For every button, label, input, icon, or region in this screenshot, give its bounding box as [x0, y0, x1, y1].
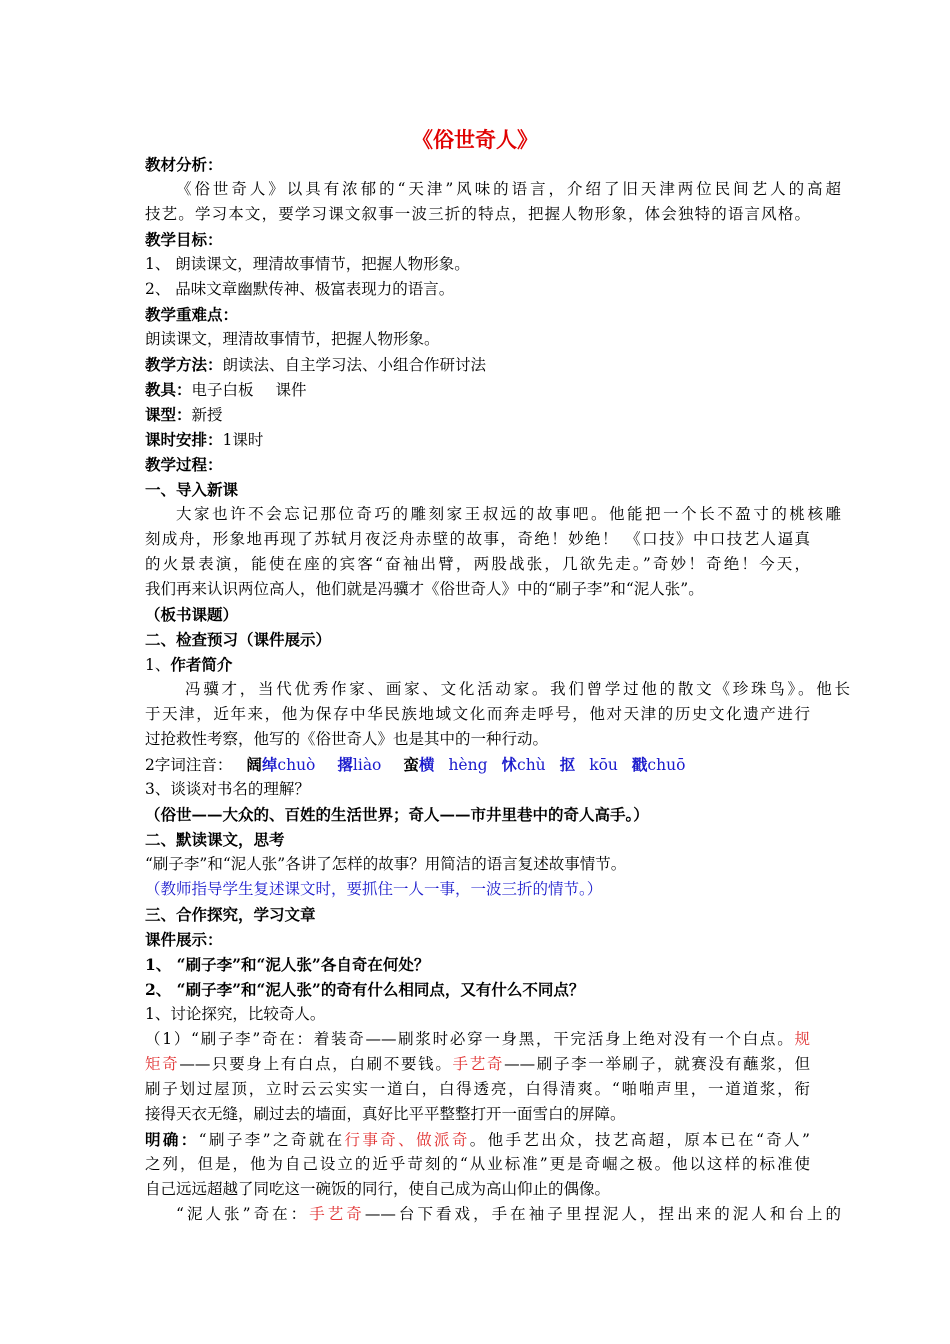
analysis-line-1: 《俗世奇人》以具有浓郁的“天津”风味的语言，介绍了旧天津两位民间艺人的高超	[176, 180, 841, 198]
tools-label: 教具：	[145, 380, 192, 399]
author-num: 1、	[145, 656, 171, 674]
method-line	[145, 352, 810, 378]
author-line-2: 于天津，近年来，他为保存中华民族地域文化而奔走呼号，他对天津的历史文化遗产进行	[145, 705, 810, 723]
shuazi-line-2-b: ——刷子李一举刷子，就赛没有蘸浆，但	[504, 1055, 810, 1073]
goals-heading: 教学目标：	[145, 230, 223, 249]
explore-discuss: 1、讨论探究，比较奇人。	[145, 1005, 326, 1023]
shuazi-line-1-text: （1）“刷子李”奇在：着装奇——刷浆时必穿一身黑，干完活身上绝对没有一个白点。	[145, 1030, 795, 1048]
analysis-line-2: 技艺。学习本文，要学习课文叙事一波三折的特点，把握人物形象，体会独特的语言风格。	[145, 205, 810, 223]
clear-line-1-b: 。他手艺出众，技艺高超，原本已在“奇人”	[469, 1131, 810, 1149]
silent-tip: （教师指导学生复述课文时，要抓住一人一事，一波三折的情节。）	[145, 880, 603, 898]
silent-question: “刷子李”和“泥人张”各讲了怎样的故事？用简洁的语言复述故事情节。	[145, 855, 627, 873]
word-2: 撂	[337, 755, 353, 774]
intro-line-4: 我们再来认识两位高人，他们就是冯骥才《俗世奇人》中的“刷子李”和“泥人张”。	[145, 580, 704, 598]
intro-line-1: 大家也许不会忘记那位奇巧的雕刻家王叔远的故事吧。他能把一个长不盈寸的桃核雕	[176, 505, 841, 523]
type-label: 课型：	[145, 405, 192, 424]
hours-line	[145, 427, 810, 453]
explore-question-2: 2、 “刷子李”和“泥人张”的奇有什么相同点，又有什么不同点？	[145, 980, 585, 999]
clear-line-2: 之列，但是，他为自己设立的近乎苛刻的“从业标准”更是奇崛之极。他以这样的标准使	[145, 1155, 810, 1173]
shuazi-rule-red-2: 矩奇	[145, 1055, 180, 1073]
word-1a: 阔	[246, 755, 262, 774]
tools-value-1: 电子白板	[191, 381, 254, 399]
shuazi-rule-red-1: 规	[794, 1030, 810, 1048]
pinyin-5: kōu	[589, 756, 618, 774]
pinyin-3: hèng	[448, 756, 488, 774]
hours-value: 1课时	[222, 431, 264, 449]
niren-line-1	[145, 1202, 841, 1227]
explore-heading: 三、合作探究，学习文章	[145, 905, 316, 924]
tools-line	[145, 377, 810, 403]
analysis-heading: 教材分析：	[145, 155, 223, 174]
word-4: 怵	[501, 755, 518, 774]
type-value: 新授	[191, 406, 223, 424]
shuazi-skill-red: 手艺奇	[452, 1055, 505, 1073]
explore-show: 课件展示：	[145, 930, 223, 949]
process-heading: 教学过程：	[145, 455, 223, 474]
author-line-3: 过抢救性考察，他写的《俗世奇人》也是其中的一种行动。	[145, 730, 549, 748]
goal-item-2: 2、 品味文章幽默传神、极富表现力的语言。	[145, 280, 455, 298]
word-1b: 绰	[261, 755, 278, 774]
word-6: 戳	[631, 755, 648, 774]
pinyin-2: liào	[352, 756, 382, 774]
shuazi-line-2-a: ——只要身上有白点，白刷不要钱。	[179, 1055, 453, 1073]
answer-3: （俗世——大众的、百姓的生活世界；奇人——市井里巷中的奇人高手。）	[145, 805, 649, 824]
method-label: 教学方法：	[145, 355, 223, 374]
intro-note: （板书课题）	[145, 605, 239, 624]
intro-line-2: 刻成舟，形象地再现了苏轼月夜泛舟赤壁的故事，奇绝！妙绝！ 《口技》中口技艺人逼真	[145, 530, 810, 548]
phonetic-line	[145, 752, 810, 778]
author-heading: 作者简介	[170, 655, 233, 674]
keypoints-heading: 教学重难点：	[145, 305, 239, 324]
pinyin-1: chuò	[277, 756, 316, 774]
preview-heading: 二、检查预习（课件展示）	[145, 630, 332, 649]
method-value: 朗读法、自主学习法、小组合作研讨法	[222, 356, 487, 374]
shuazi-line-1	[145, 1027, 810, 1052]
phonetic-label: 2字词注音：	[145, 756, 233, 774]
intro-line-3: 的火景表演，能使在座的宾客“奋袖出臂，两股战张，几欲先走。”奇妙！奇绝！今天，	[145, 555, 810, 573]
clear-label: 明确：	[145, 1130, 199, 1149]
niren-line-1-a: “泥人张”奇在：	[176, 1205, 310, 1223]
author-line-1: 冯骥才，当代优秀作家、画家、文化活动家。我们曾学过他的散文《珍珠鸟》。他长	[185, 680, 850, 698]
silent-heading: 二、默读课文，思考	[145, 830, 285, 849]
hours-label: 课时安排：	[145, 430, 223, 449]
question-3: 3、谈谈对书名的理解？	[145, 780, 310, 798]
goal-item-1: 1、 朗读课文，理清故事情节，把握人物形象。	[145, 255, 470, 273]
shuazi-line-4: 接得天衣无缝，刷过去的墙面，真好比平平整整打开一面雪白的屏障。	[145, 1105, 626, 1123]
intro-heading: 一、导入新课	[145, 480, 239, 499]
pinyin-6: chuō	[647, 756, 686, 774]
clear-line-1-a: “刷子李”之奇就在	[198, 1131, 345, 1149]
word-5: 抠	[559, 755, 576, 774]
niren-skill-red: 手艺奇	[309, 1205, 365, 1223]
word-3b: 横	[418, 755, 435, 774]
niren-line-1-b: ——台下看戏，手在袖子里捏泥人，捏出来的泥人和台上的	[364, 1205, 841, 1223]
tools-value-2: 课件	[275, 381, 307, 399]
type-line	[145, 402, 810, 428]
keypoints-text: 朗读课文，理清故事情节，把握人物形象。	[145, 330, 440, 348]
shuazi-line-3: 刷子划过屋顶，立时云云实实一道白，白得透亮，白得清爽。“啪啪声里，一道道浆，衔	[145, 1080, 810, 1098]
author-heading-line	[145, 652, 810, 678]
clear-line-1	[145, 1127, 810, 1153]
word-3a: 蛮	[403, 755, 419, 774]
pinyin-4: chù	[517, 756, 546, 774]
shuazi-line-2	[145, 1052, 810, 1077]
clear-red: 行事奇、做派奇	[344, 1131, 470, 1149]
clear-line-3: 自己远远超越了同吃这一碗饭的同行，使自己成为高山仰止的偶像。	[145, 1180, 611, 1198]
explore-question-1: 1、 “刷子李”和“泥人张”各自奇在何处？	[145, 955, 430, 974]
document-title: 《俗世奇人》	[412, 127, 538, 152]
